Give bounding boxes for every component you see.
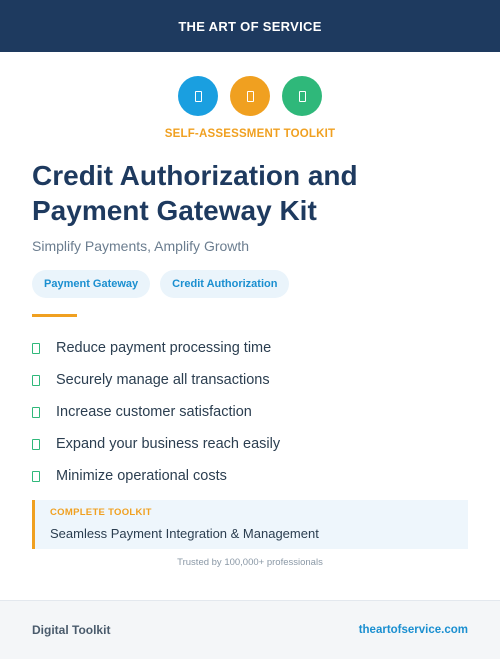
tag-payment-gateway[interactable]: Payment Gateway bbox=[32, 270, 150, 298]
page-subtitle: Simplify Payments, Amplify Growth bbox=[32, 238, 250, 254]
callout-label: COMPLETE TOOLKIT bbox=[50, 507, 152, 518]
page-title: Credit Authorization and Payment Gateway Kit bbox=[32, 160, 358, 226]
check-icon bbox=[32, 343, 40, 354]
document-glyph-icon bbox=[195, 91, 202, 102]
benefit-text: Minimize operational costs bbox=[56, 468, 227, 484]
check-icon bbox=[32, 375, 40, 386]
document-glyph-icon bbox=[299, 91, 306, 102]
tag-list bbox=[32, 270, 289, 298]
benefit-text: Expand your business reach easily bbox=[56, 436, 281, 452]
benefit-list bbox=[32, 332, 280, 492]
document-glyph-icon bbox=[247, 91, 254, 102]
tag-credit-authorization[interactable]: Credit Authorization bbox=[160, 270, 289, 298]
green-circle-icon bbox=[282, 76, 322, 116]
header-bar bbox=[0, 0, 500, 52]
benefit-text: Increase customer satisfaction bbox=[56, 404, 252, 420]
check-icon bbox=[32, 439, 40, 450]
benefit-text: Securely manage all transactions bbox=[56, 372, 270, 388]
benefit-item bbox=[32, 364, 280, 396]
kicker-label: SELF-ASSESSMENT TOOLKIT bbox=[164, 128, 336, 140]
check-icon bbox=[32, 407, 40, 418]
benefit-item bbox=[32, 332, 280, 364]
trust-note: Trusted by 100,000+ professionals bbox=[177, 557, 323, 568]
footer-label: Digital Toolkit bbox=[32, 623, 111, 637]
accent-divider bbox=[32, 314, 77, 317]
icon-row bbox=[0, 76, 500, 116]
orange-circle-icon bbox=[230, 76, 270, 116]
footer-bar bbox=[0, 600, 500, 659]
check-icon bbox=[32, 471, 40, 482]
blue-circle-icon bbox=[178, 76, 218, 116]
benefit-item bbox=[32, 396, 280, 428]
toolkit-callout bbox=[32, 500, 468, 549]
benefit-item bbox=[32, 428, 280, 460]
benefit-item bbox=[32, 460, 280, 492]
callout-text: Seamless Payment Integration & Management bbox=[50, 526, 319, 541]
brand-name: THE ART OF SERVICE bbox=[178, 18, 322, 34]
benefit-text: Reduce payment processing time bbox=[56, 340, 272, 356]
website-link[interactable]: theartofservice.com bbox=[358, 624, 468, 636]
